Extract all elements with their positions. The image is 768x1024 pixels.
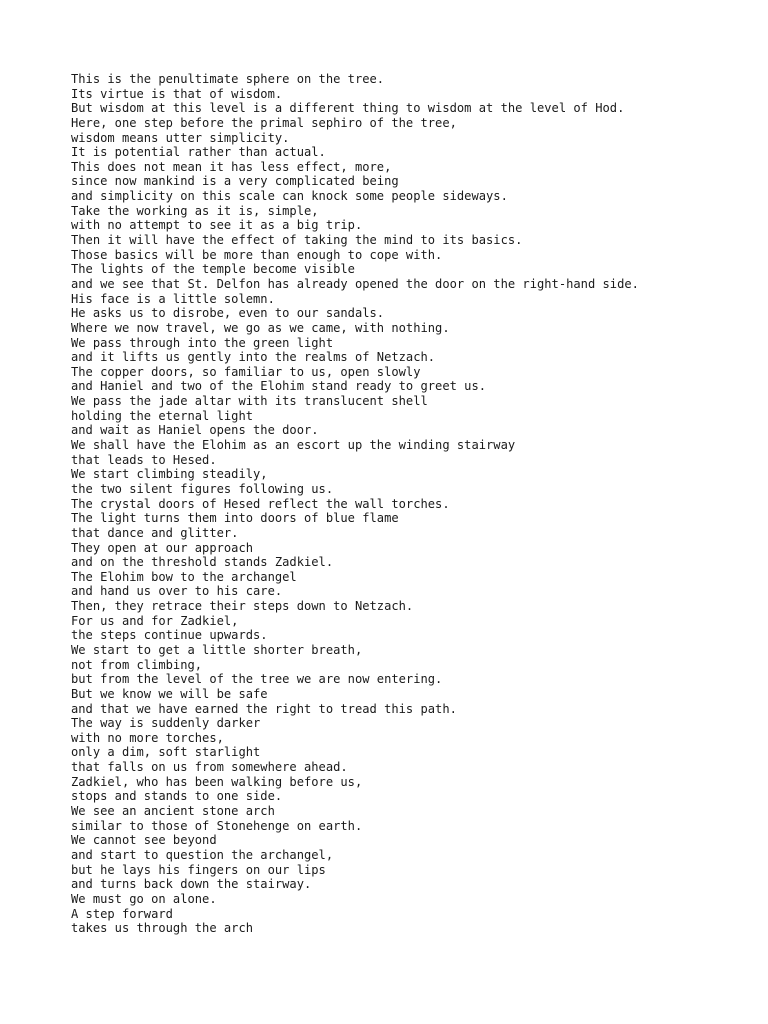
text-line: For us and for Zadkiel, — [71, 613, 239, 628]
text-line: but from the level of the tree we are now entering. — [71, 672, 443, 687]
text-line: holding the eternal light — [71, 408, 254, 423]
text-line: We start climbing steadily, — [71, 467, 268, 482]
text-line: The copper doors, so familiar to us, open slowly — [71, 364, 421, 379]
text-line: We must go on alone. — [71, 891, 217, 906]
text-line: with no more torches, — [71, 730, 224, 745]
text-line: and hand us over to his care. — [71, 584, 283, 599]
text-line: the two silent figures following us. — [71, 481, 334, 496]
text-line: The way is suddenly darker — [71, 716, 261, 731]
text-line: They open at our approach — [71, 540, 254, 555]
text-line: and turns back down the stairway. — [71, 877, 312, 892]
text-line: We cannot see beyond — [71, 833, 217, 848]
text-line: and Haniel and two of the Elohim stand ready to greet us. — [71, 379, 487, 394]
text-line: We shall have the Elohim as an escort up the winding stairway — [71, 438, 516, 453]
text-line: This does not mean it has less effect, more, — [71, 159, 392, 174]
text-line: But we know we will be safe — [71, 686, 268, 701]
text-line: stops and stands to one side. — [71, 789, 283, 804]
text-line: Then it will have the effect of taking the mind to its basics. — [71, 233, 523, 248]
text-line: and we see that St. Delfon has already opened the door on the right-hand side. — [71, 276, 639, 291]
text-line: We start to get a little shorter breath, — [71, 642, 363, 657]
text-line: and start to question the archangel, — [71, 847, 334, 862]
text-line: and it lifts us gently into the realms of Netzach. — [71, 350, 436, 365]
text-line: We pass through into the green light — [71, 335, 334, 350]
text-line: with no attempt to see it as a big trip. — [71, 218, 363, 233]
text-line: and on the threshold stands Zadkiel. — [71, 555, 334, 570]
text-line: and wait as Haniel opens the door. — [71, 423, 319, 438]
text-line: But wisdom at this level is a different thing to wisdom at the level of Hod. — [71, 101, 625, 116]
text-line: that dance and glitter. — [71, 525, 239, 540]
text-line: The Elohim bow to the archangel — [71, 569, 297, 584]
text-line: and that we have earned the right to tread this path. — [71, 701, 457, 716]
text-line: similar to those of Stonehenge on earth. — [71, 818, 363, 833]
text-line: the steps continue upwards. — [71, 628, 268, 643]
text-line: but he lays his fingers on our lips — [71, 862, 326, 877]
text-line: The crystal doors of Hesed reflect the wall torches. — [71, 496, 450, 511]
text-line: and simplicity on this scale can knock some people sideways. — [71, 189, 508, 204]
text-line: wisdom means utter simplicity. — [71, 130, 290, 145]
text-line: since now mankind is a very complicated being — [71, 174, 399, 189]
text-line: Its virtue is that of wisdom. — [71, 86, 283, 101]
text-line: only a dim, soft starlight — [71, 745, 261, 760]
text-line: He asks us to disrobe, even to our sandals. — [71, 306, 385, 321]
text-line: We see an ancient stone arch — [71, 804, 275, 819]
text-line: Then, they retrace their steps down to Netzach. — [71, 599, 414, 614]
text-line: This is the penultimate sphere on the tree. — [71, 72, 385, 86]
text-line: We pass the jade altar with its translucent shell — [71, 394, 428, 409]
document-page — [71, 72, 751, 936]
text-line: that leads to Hesed. — [71, 452, 217, 467]
text-line: not from climbing, — [71, 657, 203, 672]
text-line: His face is a little solemn. — [71, 291, 275, 306]
text-line: The lights of the temple become visible — [71, 262, 355, 277]
text-line: Zadkiel, who has been walking before us, — [71, 774, 363, 789]
text-line: takes us through the arch — [71, 921, 254, 936]
text-line: Take the working as it is, simple, — [71, 203, 319, 218]
text-line: Here, one step before the primal sephiro of the tree, — [71, 115, 457, 130]
text-line: It is potential rather than actual. — [71, 145, 326, 160]
text-line: Those basics will be more than enough to cope with. — [71, 247, 443, 262]
text-line: Where we now travel, we go as we came, with nothing. — [71, 320, 450, 335]
text-line: The light turns them into doors of blue flame — [71, 511, 399, 526]
text-line: A step forward — [71, 906, 173, 921]
text-line: that falls on us from somewhere ahead. — [71, 760, 348, 775]
